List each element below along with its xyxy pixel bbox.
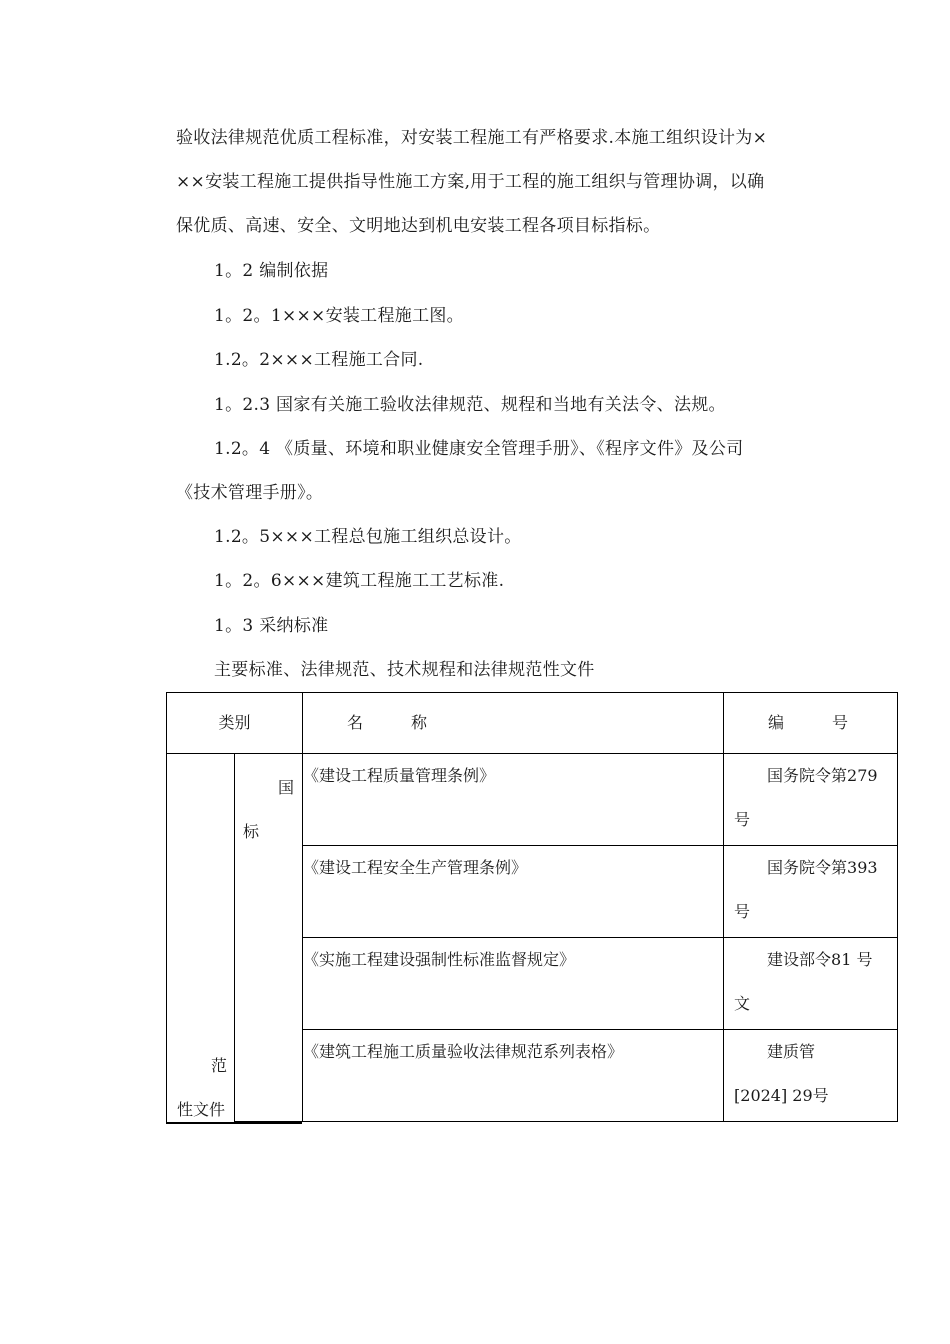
basis-item-4: 1.2。4 《质量、环境和职业健康安全管理手册》、《程序文件》及公司 xyxy=(214,439,744,459)
row-number-line-2: 号 xyxy=(734,810,751,829)
row-number-line-1: 国务院令第279 xyxy=(767,766,878,785)
row-number xyxy=(724,938,898,1030)
row-number-line-1: 建质管 xyxy=(767,1042,816,1061)
basis-item-2: 1.2。2×××工程施工合同. xyxy=(214,350,424,370)
basis-item-1: 1。2。1×××安装工程施工图。 xyxy=(214,306,464,326)
category-inner-cell xyxy=(235,754,303,1122)
table-bottom-rule xyxy=(166,1122,302,1124)
table-row xyxy=(167,754,898,846)
basis-item-4-continued: 《技术管理手册》。 xyxy=(176,483,324,503)
row-number-line-2: 号 xyxy=(734,902,751,921)
row-number-line-2: [2024] 29号 xyxy=(734,1086,829,1105)
row-number xyxy=(724,754,898,846)
row-number-line-2: 文 xyxy=(734,994,751,1013)
row-name: 《建设工程质量管理条例》 xyxy=(303,754,724,846)
category-label-biao: 标 xyxy=(243,822,260,841)
table-caption: 主要标准、法律规范、技术规程和法律规范性文件 xyxy=(214,660,595,680)
paragraph-line-2: ××安装工程施工提供指导性施工方案,用于工程的施工组织与管理协调，以确 xyxy=(176,172,765,192)
row-number xyxy=(724,846,898,938)
standards-table xyxy=(166,692,898,1122)
table-header-row xyxy=(167,693,898,754)
row-name: 《建设工程安全生产管理条例》 xyxy=(303,846,724,938)
category-label-fan: 范 xyxy=(211,1056,228,1075)
row-name: 《建筑工程施工质量验收法律规范系列表格》 xyxy=(303,1030,724,1122)
section-heading-1-3: 1。3 采纳标准 xyxy=(214,616,329,636)
header-number: 编 号 xyxy=(724,693,898,754)
category-outer-cell xyxy=(167,754,235,1122)
category-label-xingwenjian: 性文件 xyxy=(177,1100,226,1119)
basis-item-6: 1。2。6×××建筑工程施工工艺标准. xyxy=(214,571,505,591)
row-number-line-1: 建设部令81 号 xyxy=(767,950,873,969)
section-heading-1-2: 1。2 编制依据 xyxy=(214,261,329,281)
basis-item-5: 1.2。5×××工程总包施工组织总设计。 xyxy=(214,527,522,547)
paragraph-line-3: 保优质、高速、安全、文明地达到机电安装工程各项目标指标。 xyxy=(176,216,661,236)
basis-item-3: 1。2.3 国家有关施工验收法律规范、规程和当地有关法令、法规。 xyxy=(214,395,726,415)
row-number-line-1: 国务院令第393 xyxy=(767,858,878,877)
category-label-guo: 国 xyxy=(278,778,295,797)
row-name: 《实施工程建设强制性标准监督规定》 xyxy=(303,938,724,1030)
paragraph-line-1: 验收法律规范优质工程标准，对安装工程施工有严格要求.本施工组织设计为× xyxy=(176,128,768,148)
header-name: 名 称 xyxy=(303,693,724,754)
header-category: 类别 xyxy=(167,693,303,754)
row-number xyxy=(724,1030,898,1122)
